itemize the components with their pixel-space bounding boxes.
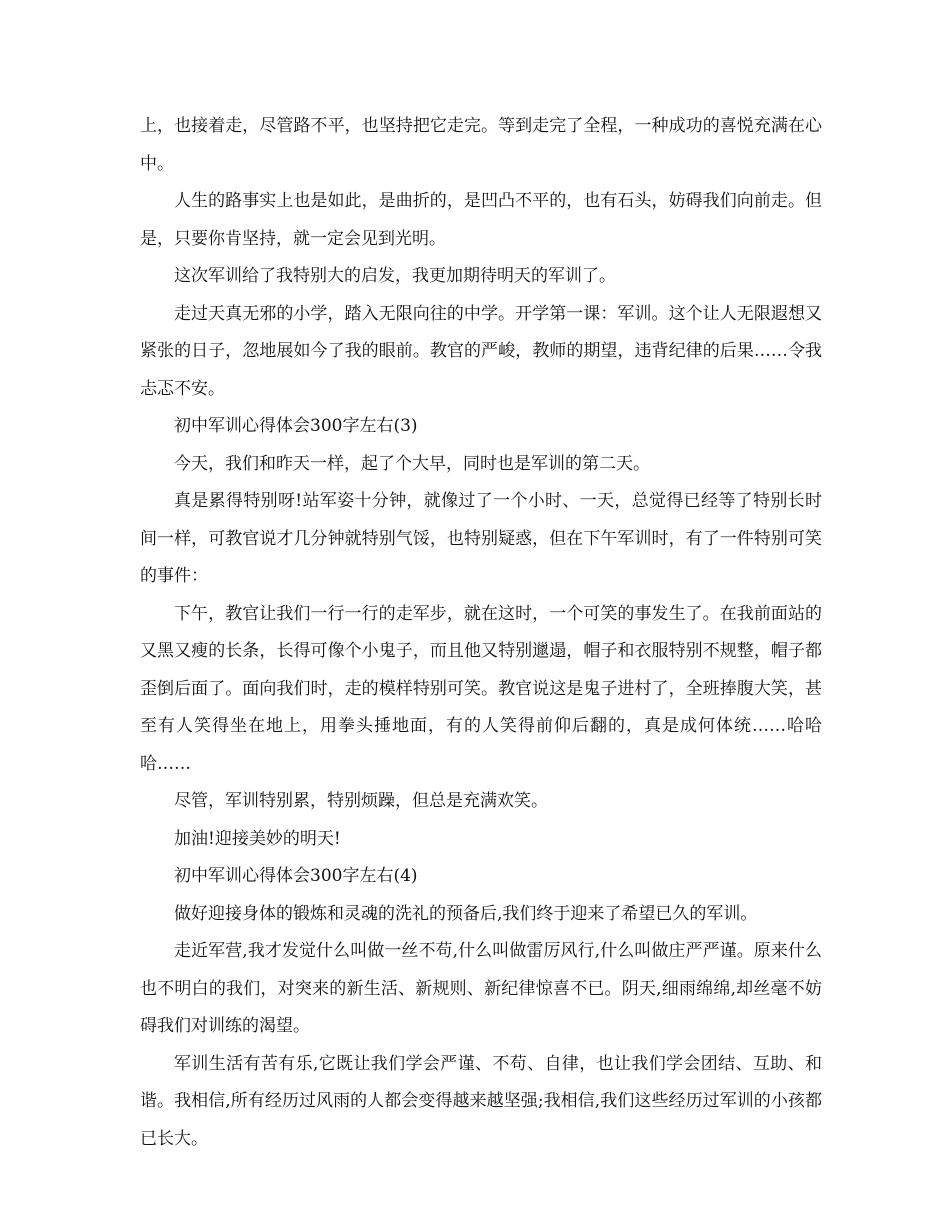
- paragraph: 走近军营,我才发觉什么叫做一丝不苟,什么叫做雷厉风行,什么叫做庄严严谨。原来什么也不明白的我们，对突来的新生活、新规则、新纪律惊喜不已。阴天,细雨绵绵,却丝毫不妨碍我们对训练的渴望。: [140, 941, 822, 1036]
- paragraph: 走过天真无邪的小学，踏入无限向往的中学。开学第一课：军训。这个让人无限遐想又紧张的日子，忽地展如今了我的眼前。教官的严峻，教师的期望，违背纪律的后果……令我忐忑不安。: [140, 303, 822, 399]
- document-body: [140, 108, 822, 1158]
- section-heading: 初中军训心得体会300字左右(4): [174, 866, 418, 886]
- paragraph: 军训生活有苦有乐,它既让我们学会严谨、不苟、自律，也让我们学会团结、互助、和谐。我相信,所有经历过风雨的人都会变得越来越坚强;我相信,我们这些经历过军训的小孩都已长大。: [140, 1053, 822, 1149]
- paragraph: 尽管，军训特别累，特别烦躁，但总是充满欢笑。: [174, 791, 548, 811]
- paragraph: 这次军训给了我特别大的启发，我更加期待明天的军训了。: [174, 266, 616, 286]
- paragraph: 加油!迎接美妙的明天!: [174, 828, 341, 849]
- paragraph: 真是累得特别呀!站军姿十分钟，就像过了一个小时、一天，总觉得已经等了特别长时间一样，可教官说才几分钟就特别气馁，也特别疑惑，但在下午军训时，有了一件特别可笑的事件：: [140, 491, 822, 586]
- paragraph: 今天，我们和昨天一样，起了个大早，同时也是军训的第二天。: [174, 453, 650, 474]
- paragraph: 做好迎接身体的锻炼和灵魂的洗礼的预备后,我们终于迎来了希望已久的军训。: [174, 903, 758, 924]
- section-heading: 初中军训心得体会300字左右(3): [174, 416, 418, 436]
- paragraph: 下午，教官让我们一行一行的走军步，就在这时，一个可笑的事发生了。在我前面站的又黑又瘦的长条，长得可像个小鬼子，而且他又特别邋遢，帽子和衣服特别不规整，帽子都歪倒后面了。面向我们时，走的模样特别可笑。教官说这是鬼子进村了，全班捧腹大笑，甚至有人笑得坐在地上，用拳头捶地面，有的人笑得前仰后翻的，真是成何体统……哈哈哈……: [140, 603, 822, 774]
- paragraph-continued: 上，也接着走，尽管路不平，也坚持把它走完。等到走完了全程，一种成功的喜悦充满在心中。: [140, 116, 822, 174]
- paragraph: 人生的路事实上也是如此，是曲折的，是凹凸不平的，也有石头，妨碍我们向前走。但是，只要你肯坚持，就一定会见到光明。: [140, 191, 822, 249]
